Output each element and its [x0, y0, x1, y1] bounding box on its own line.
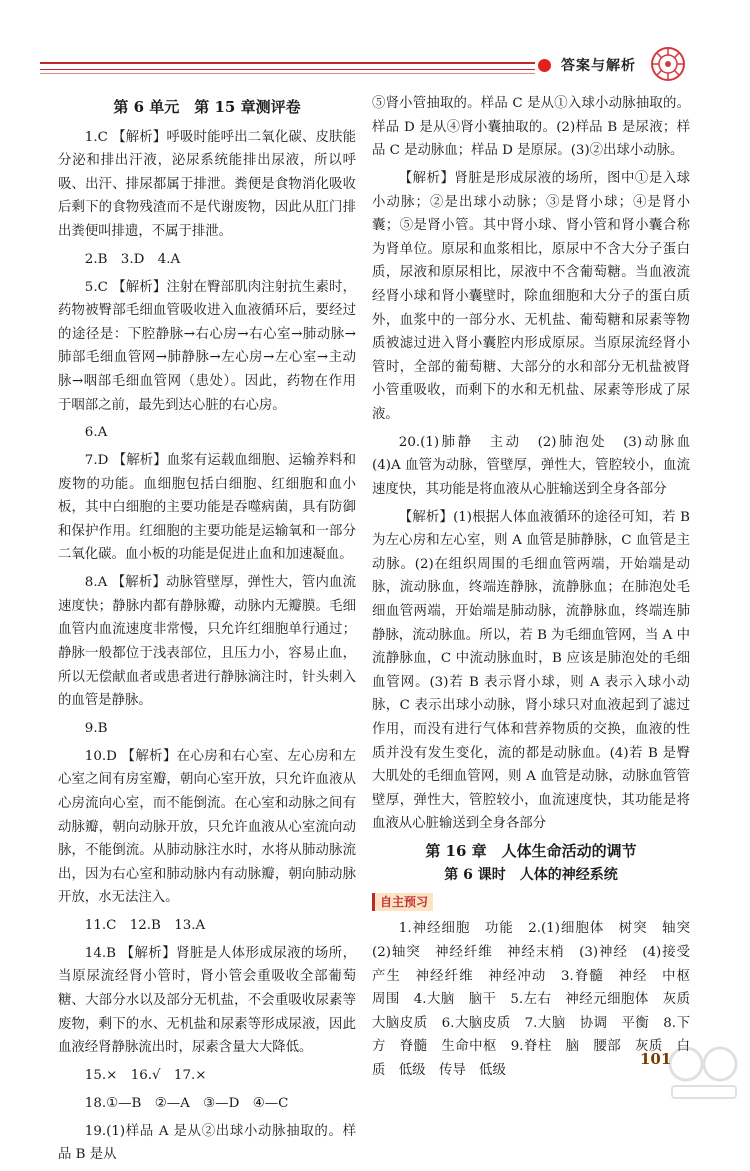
answer-paragraph: 5.C 【解析】注射在臀部肌肉注射抗生素时，药物被臀部毛细血管吸收进入血液循环后，要经过的途径是：下腔静脉→右心房→右心室→肺动脉→肺部毛细血管网→肺静脉→左心房→左心室→主动脉→咽部毛细血管网（患处）。因此，药物在作用于咽部之前，最先到达心脏的右心房。 [58, 279, 356, 413]
answer-paragraph: 19.(1)样品 A 是从②出球小动脉抽取的。样品 B 是从 [58, 1123, 356, 1163]
answer-paragraph: 14.B 【解析】肾脏是人体形成尿液的场所，当原尿流经肾小管时，肾小管会重吸收全部葡萄糖、大部分水以及部分无机盐，不会重吸收尿素等废物，剩下的水、无机盐和尿素等形成尿液，因此血液经肾静脉流出时，尿素含量大大降低。 [58, 945, 356, 1056]
red-dot-icon [538, 59, 551, 72]
answer-paragraph: 20.(1)肺静 主动 (2)肺泡处 (3)动脉血 (4)A 血管为动脉，管壁厚，弹性大，管腔较小，血流速度快，其功能是将血液从心脏输送到全身各部分 [372, 434, 704, 497]
answer-paragraph: 18.①—B ②—A ③—D ④—C [84, 1095, 289, 1111]
header-rule [40, 73, 535, 74]
answer-paragraph: 1.C 【解析】呼吸时能呼出二氧化碳、皮肤能分泌和排出汗液，泌尿系统能排出尿液，所以呼吸、出汗、排尿都属于排泄。粪便是食物消化吸收后剩下的食物残渣而不是代谢废物，因此从肛门排出粪便叫排遗，不属于排泄。 [58, 129, 356, 239]
answer-paragraph: 1.神经细胞 功能 2.(1)细胞体 树突 轴突 (2)轴突 神经纤维 神经末梢 (3)神经 (4)接受 产生 神经纤维 神经冲动 3.脊髓 神经 中枢 周围 4.大脑 脑干 5.左右 神经元细胞体 灰质 大脑皮质 6.大脑皮质 7.大脑 协调 平衡 8.下方 脊髓 生命中枢 9.脊柱 脑 腰部 灰质 白质 低级 传导 低级 [372, 921, 704, 1078]
answer-paragraph: 11.C 12.B 13.A [84, 918, 206, 934]
answer-paragraph: 8.A 【解析】动脉管壁厚，弹性大，管内血流速度快；静脉内都有静脉瓣，动脉内无瓣膜。毛细血管内血流速度非常慢，只允许红细胞单行通过；静脉一般都位于浅表部位，且压力小，容易止血，所以无偿献血者或患者进行静脉滴注时，针头刺入的血管是静脉。 [58, 575, 356, 709]
answer-paragraph: 2.B 3.D 4.A [84, 251, 181, 267]
right-column [372, 92, 704, 1087]
left-column [58, 92, 356, 1171]
page-number: 101 [640, 1050, 672, 1068]
publisher-logo-icon [650, 46, 686, 82]
answer-paragraph: 10.D 【解析】在心房和右心室、左心房和左心室之间有房室瓣，朝向心室开放，只允许血液从心房流向心室，而不能倒流。在心室和动脉之间有动脉瓣，朝向动脉开放，只允许血液从心室流向动脉，不能倒流。从肺动脉注水时，水将从肺动脉流出，因为右心室和肺动脉内有动脉瓣，朝向肺动脉开放，水无法注入。 [58, 748, 356, 906]
answer-paragraph: 【解析】肾脏是形成尿液的场所，图中①是入球小动脉；②是出球小动脉；③是肾小球；④是肾小囊；⑤是肾小管。其中肾小球、肾小管和肾小囊合称为肾单位。原尿和血浆相比，原尿中不含大分子蛋白质，尿液和原尿相比，尿液中不含葡萄糖。当血液流经肾小球和肾小囊壁时，除血细胞和大分子的蛋白质外，血浆中的一部分水、无机盐、葡萄糖和尿素等物质被滤过进入肾小囊腔内形成原尿。当原尿流经肾小管时，全部的葡萄糖、大部分的水和部分无机盐被肾小管重吸收，而剩下的水和无机盐、尿素等形成了尿液。 [372, 170, 690, 422]
answer-paragraph: 【解析】(1)根据人体血液循环的途径可知，若 B 为左心房和左心室，则 A 血管是肺静脉，C 血管是主动脉。(2)在组织周围的毛细血管两端，开始端是动脉，流动脉血，终端连静脉，流静脉血；在肺泡处毛细血管两端，开始端是肺动脉，流静脉血，终端连肺静脉，流动脉血。所以，若 B 为毛细血管网，当 A 中流静脉血，C 中流动脉血时，B 应该是肺泡处的毛细血管网。(3)若 B 表示肾小球，则 A 表示入球小动脉，C 表示出球小动脉，肾小球只对血液起到了滤过作用，而没有进行气体和营养物质的交换，血液的性质并没有发生变化，流的都是动脉血。(4)若 B 是臀大肌处的毛细血管网，则 A 血管是动脉，动脉血管管壁厚，弹性大，管腔较小，血流速度快，其功能是将血液从心脏输送到全身各部分 [372, 509, 690, 832]
header-title: 答案与解析 [561, 58, 636, 74]
section-tag: 自主预习 [372, 893, 433, 911]
answer-paragraph: 6.A [84, 425, 108, 441]
header-rule [40, 62, 535, 64]
section-title: 第 6 单元 第 15 章测评卷 [113, 98, 301, 116]
watermark-icon [664, 1040, 744, 1104]
chapter-title: 第 16 章 人体生命活动的调节 [425, 842, 637, 861]
lesson-title: 第 6 课时 人体的神经系统 [444, 866, 618, 883]
answer-paragraph: ⑤肾小管抽取的。样品 C 是从①入球小动脉抽取的。样品 D 是从④肾小囊抽取的。(2)样品 B 是尿液；样品 C 是动脉血；样品 D 是原尿。(3)②出球小动脉。 [372, 96, 690, 159]
answer-paragraph: 15.× 16.√ 17.× [84, 1068, 207, 1084]
answer-paragraph: 9.B [84, 720, 108, 736]
header-rule [40, 69, 535, 70]
answer-paragraph: 7.D 【解析】血浆有运载血细胞、运输养料和废物的功能。血细胞包括白细胞、红细胞和血小板，其中白细胞的主要功能是吞噬病菌，具有防御和保护作用。红细胞的主要功能是运输氧和一部分二氧化碳。血小板的功能是促进止血和加速凝血。 [58, 453, 356, 563]
